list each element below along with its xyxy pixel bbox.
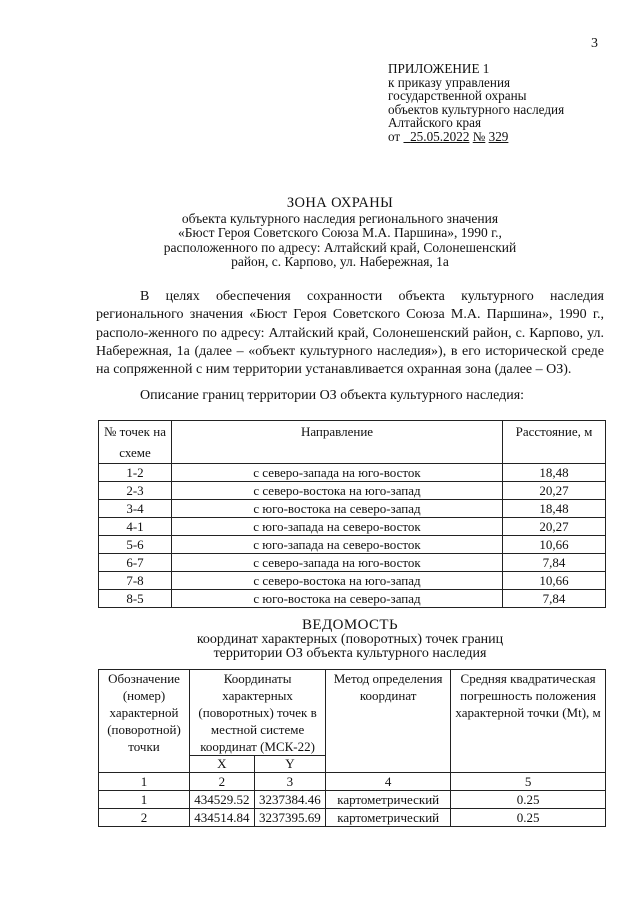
header-points: № точек на схеме xyxy=(99,421,172,464)
row-points: 8-5 xyxy=(99,590,172,608)
table-row xyxy=(99,572,606,590)
error: 0.25 xyxy=(451,809,606,827)
header-coordinates: Координаты характерных (поворотных) точек в местной системе координат (МСК-22) xyxy=(190,670,326,756)
boundaries-header-row xyxy=(99,421,606,464)
row-points: 4-1 xyxy=(99,518,172,536)
boundaries-table xyxy=(98,420,606,608)
table-row xyxy=(99,809,606,827)
appendix-date-line xyxy=(388,130,628,144)
row-distance: 20,27 xyxy=(503,482,606,500)
statement-line-2: территории ОЗ объекта культурного наследия xyxy=(213,646,487,661)
row-distance: 7,84 xyxy=(503,554,606,572)
date-prefix: от xyxy=(388,128,401,144)
col-number-2: 2 xyxy=(190,773,255,791)
header-method: Метод определения координат xyxy=(326,670,451,773)
order-number: 329 xyxy=(488,128,509,144)
order-date: 25.05.2022 xyxy=(410,128,470,144)
appendix-line-4: Алтайского края xyxy=(388,115,482,131)
appendix-title: ПРИЛОЖЕНИЕ 1 xyxy=(388,61,490,76)
point-id: 2 xyxy=(99,809,190,827)
row-points: 6-7 xyxy=(99,554,172,572)
zone-title-block xyxy=(120,196,560,270)
header-error: Средняя квадратическая погрешность положения характерной точки (Mt), м xyxy=(451,670,606,773)
coords-header-row xyxy=(99,670,606,756)
row-distance: 18,48 xyxy=(503,464,606,482)
col-number-4: 4 xyxy=(326,773,451,791)
row-distance: 10,66 xyxy=(503,572,606,590)
column-number-row xyxy=(99,773,606,791)
appendix-line-2: государственной охраны xyxy=(388,88,527,104)
row-distance: 18,48 xyxy=(503,500,606,518)
header-direction: Направление xyxy=(172,421,503,464)
header-distance: Расстояние, м xyxy=(503,421,606,464)
row-direction: с северо-запада на юго-восток xyxy=(172,554,503,572)
appendix-line-3: объектов культурного наследия xyxy=(388,101,565,117)
col-number-1: 1 xyxy=(99,773,190,791)
row-points: 3-4 xyxy=(99,500,172,518)
error: 0.25 xyxy=(451,791,606,809)
statement-line-1: координат характерных (поворотных) точек границ xyxy=(196,631,504,647)
statement-heading: ВЕДОМОСТЬ xyxy=(302,617,398,633)
appendix-header xyxy=(388,62,628,144)
zone-line-3: расположенного по адресу: Алтайский край, Солонешенский xyxy=(163,239,517,255)
row-direction: с юго-запада на северо-восток xyxy=(172,518,503,536)
table-row xyxy=(99,464,606,482)
table-row xyxy=(99,536,606,554)
table-row xyxy=(99,590,606,608)
col-number-3: 3 xyxy=(254,773,325,791)
method: картометрический xyxy=(326,809,451,827)
table-row xyxy=(99,518,606,536)
paragraph-1: В целях обеспечения сохранности объекта культурного наследия регионального значения «Бюст Героя Советского Союза М.А. Паршина», 1990 г., располо-женного по адресу: Алтайский край, Солонешенский район, с. Карпово, ул. Набережная, 1а (далее – «объект культурного наследия»), в его исторической среде на сопряженной с ним территории устанавливается охранная зона (далее – ОЗ). xyxy=(96,289,604,378)
zone-heading: ЗОНА ОХРАНЫ xyxy=(286,195,394,211)
row-direction: с юго-запада на северо-восток xyxy=(172,536,503,554)
col-number-5: 5 xyxy=(451,773,606,791)
row-direction: с северо-востока на юго-запад xyxy=(172,482,503,500)
coord-y: 3237384.46 xyxy=(254,791,325,809)
number-label: № xyxy=(472,128,486,144)
header-x: X xyxy=(190,756,255,773)
row-points: 2-3 xyxy=(99,482,172,500)
zone-line-1: объекта культурного наследия регионального значения xyxy=(181,210,499,226)
table-row xyxy=(99,791,606,809)
row-direction: с юго-востока на северо-запад xyxy=(172,590,503,608)
coord-x: 434529.52 xyxy=(190,791,255,809)
header-designation: Обозначение (номер) характерной (поворотной) точки xyxy=(99,670,190,773)
row-distance: 10,66 xyxy=(503,536,606,554)
row-direction: с северо-запада на юго-восток xyxy=(172,464,503,482)
table-row xyxy=(99,482,606,500)
row-distance: 20,27 xyxy=(503,518,606,536)
coord-y: 3237395.69 xyxy=(254,809,325,827)
coord-x: 434514.84 xyxy=(190,809,255,827)
page-number: 3 xyxy=(591,36,598,51)
appendix-line-1: к приказу управления xyxy=(388,74,511,90)
zone-line-2: «Бюст Героя Советского Союза М.А. Паршина», 1990 г., xyxy=(178,225,502,240)
row-distance: 7,84 xyxy=(503,590,606,608)
row-direction: с северо-востока на юго-запад xyxy=(172,572,503,590)
boundaries-caption: Описание границ территории ОЗ объекта культурного наследия: xyxy=(140,388,525,403)
table-row xyxy=(99,500,606,518)
statement-title-block xyxy=(150,618,550,662)
row-points: 5-6 xyxy=(99,536,172,554)
row-direction: с юго-востока на северо-запад xyxy=(172,500,503,518)
point-id: 1 xyxy=(99,791,190,809)
table-row xyxy=(99,554,606,572)
row-points: 7-8 xyxy=(99,572,172,590)
coordinates-table xyxy=(98,669,606,827)
method: картометрический xyxy=(326,791,451,809)
row-points: 1-2 xyxy=(99,464,172,482)
body-text xyxy=(96,288,604,379)
header-y: Y xyxy=(254,756,325,773)
zone-line-4: район, с. Карпово, ул. Набережная, 1а xyxy=(231,254,449,269)
